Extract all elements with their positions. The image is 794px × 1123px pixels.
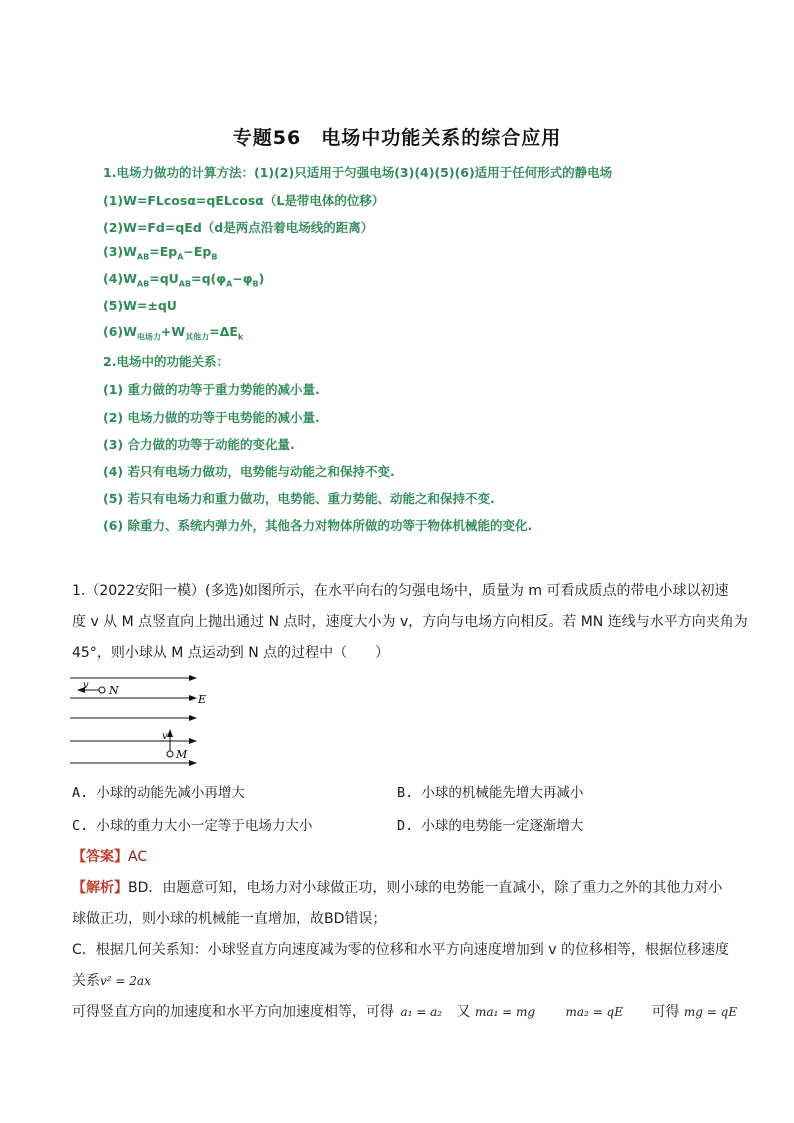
knowledge-line: (5)W=±qU <box>103 298 177 313</box>
analysis-line: 关系v² = 2ax <box>72 973 151 989</box>
knowledge-line: $(4)W_{AB}=qU_{AB}=q(\varphi_A-\varphi_B)$ <box>103 271 265 289</box>
knowledge-line: (1)W=FLcosα=qELcosα（L是带电体的位移） <box>103 193 385 208</box>
point-m <box>167 751 173 757</box>
knowledge-line: 1.电场力做功的计算方法：(1)(2)只适用于匀强电场(3)(4)(5)(6)适用于任何形式的静电场 <box>103 165 613 180</box>
question-stem: 度 v 从 M 点竖直向上抛出通过 N 点时，速度大小为 v，方向与电场方向相反。若 MN 连线与水平方向夹角为 <box>72 614 748 630</box>
knowledge-line: (6) 除重力、系统内弹力外，其他各力对物体所做的功等于物体机械能的变化. <box>103 518 533 533</box>
page-title: 专题56 电场中功能关系的综合应用 <box>232 127 562 149</box>
knowledge-line: (2)W=Fd=qEd（d是两点沿着电场线的距离） <box>103 220 374 235</box>
option-a: A. 小球的动能先减小再增大 <box>72 785 245 801</box>
answer-tag: 【答案】 <box>72 849 128 865</box>
formula: ma₁ = mg <box>474 1005 536 1019</box>
formula: mg = qE <box>683 1005 738 1019</box>
formula: a₁ = a₂ <box>400 1005 443 1019</box>
knowledge-line: (1) 重力做的功等于重力势能的减小量. <box>103 382 320 397</box>
knowledge-line: $(6)W_{电场力}+W_{其他力}=\Delta E_k$ <box>103 324 244 342</box>
knowledge-line: (3) 合力做的功等于动能的变化量. <box>103 437 295 452</box>
formula: ma₂ = qE <box>565 1005 623 1019</box>
analysis-line: 球做正功，则小球的机械能一直增加，故BD错误； <box>72 911 387 927</box>
label-v-top: v <box>83 680 89 691</box>
label-n: N <box>109 684 119 697</box>
knowledge-line: (4) 若只有电场力做功，电势能与动能之和保持不变. <box>103 464 395 479</box>
knowledge-line: 2.电场中的功能关系： <box>103 354 229 369</box>
electric-field-diagram <box>66 668 226 772</box>
knowledge-line: (5) 若只有电场力和重力做功，电势能、重力势能、动能之和保持不变. <box>103 491 495 506</box>
analysis-line: 可得竖直方向的加速度和水平方向加速度相等，可得 a₁ = a₂ 又 ma₁ = mg ma₂ = qE 可得 mg = qE <box>72 1004 738 1020</box>
option-c: C. 小球的重力大小一定等于电场力大小 <box>72 818 313 834</box>
label-v-bottom: v <box>162 731 168 742</box>
label-e: E <box>198 693 207 706</box>
formula: v² = 2ax <box>100 974 151 988</box>
option-d: D. 小球的电势能一定逐渐增大 <box>397 818 584 834</box>
option-b: B. 小球的机械能先增大再减小 <box>397 785 584 801</box>
question-stem: 45°，则小球从 M 点运动到 N 点的过程中（ ） <box>72 645 390 661</box>
question-stem: 1.（2022安阳一模）(多选)如图所示，在水平向右的匀强电场中，质量为 m 可看成质点的带电小球以初速 <box>72 583 729 599</box>
knowledge-line: (2) 电场力做的功等于电势能的减小量. <box>103 410 320 425</box>
answer-value: AC <box>128 849 148 865</box>
answer-line <box>72 846 147 866</box>
point-n <box>99 687 105 693</box>
analysis-line: C．根据几何关系知：小球竖直方向速度减为零的位移和水平方向速度增加到 v 的位移相等，根据位移速度 <box>72 942 729 958</box>
label-m: M <box>176 748 188 761</box>
analysis-line: 【解析】BD．由题意可知，电场力对小球做正功，则小球的电势能一直减小，除了重力之外的其他力对小 <box>72 880 723 896</box>
knowledge-line: $(3)W_{AB}=Ep_A-Ep_B$ <box>103 244 218 262</box>
